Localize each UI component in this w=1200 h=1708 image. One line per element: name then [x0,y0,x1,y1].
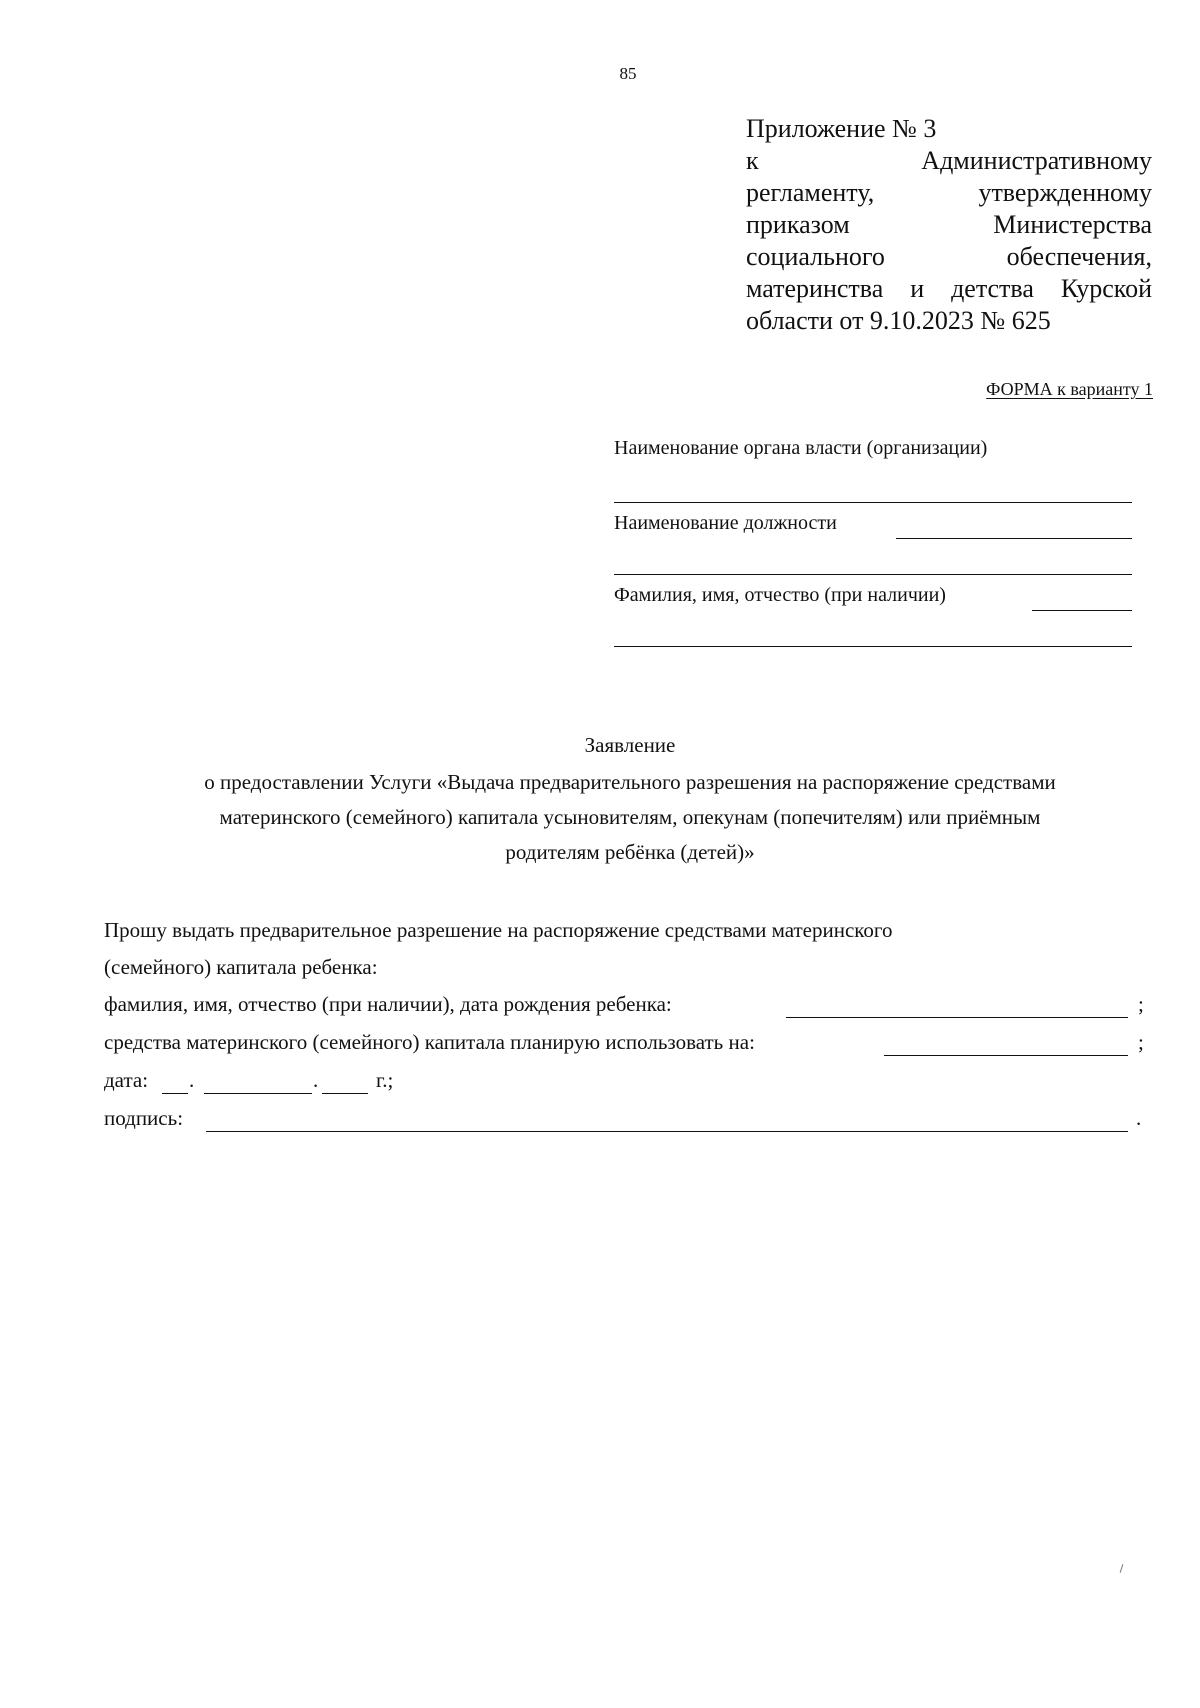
fio-label: Фамилия, имя, отчество (при наличии) [614,584,946,606]
date-dot-2: . [313,1068,319,1092]
appendix-line-3: регламенту, утвержденному [746,178,1152,207]
appendix-line-4: приказом Министерства [746,210,1152,239]
authority-name-label: Наименование органа власти (организации) [614,437,988,459]
appendix-line-5: социального обеспечения, [746,242,1152,271]
application-title: Заявление [584,733,676,757]
position-label: Наименование должности [614,512,837,534]
signature-label: подпись: [104,1106,184,1130]
appendix-line-6: материнства и детства Курской [746,274,1152,303]
funds-usage-semicolon: ; [1138,1030,1144,1054]
date-label: дата: [104,1068,149,1092]
appendix-line-1: Приложение № 3 [746,114,937,143]
application-subtitle-line-3: родителям ребёнка (детей)» [505,840,755,864]
page-number: 85 [619,64,637,83]
date-day-blank[interactable] [162,1093,188,1094]
date-year-suffix: г.; [376,1068,394,1092]
child-info-semicolon: ; [1138,992,1144,1016]
position-blank-1[interactable] [896,538,1132,539]
scan-mark [1120,1564,1124,1573]
fio-blank-2[interactable] [614,646,1132,647]
appendix-line-2: к Административному [746,146,1152,175]
request-line-1: Прошу выдать предварительное разрешение на распоряжение средствами материнского [104,918,893,942]
appendix-line-7: области от 9.10.2023 № 625 [746,306,1051,335]
application-subtitle-line-1: о предоставлении Услуги «Выдача предварительного разрешения на распоряжение средствами [204,770,1056,794]
date-month-blank[interactable] [204,1093,312,1094]
child-info-label: фамилия, имя, отчество (при наличии), дата рождения ребенка: [104,992,672,1016]
signature-period: . [1136,1106,1142,1130]
date-dot-1: . [189,1068,195,1092]
position-blank-2[interactable] [614,574,1132,575]
appendix-header [746,113,1152,337]
funds-usage-blank[interactable] [884,1055,1128,1056]
child-info-blank[interactable] [786,1017,1128,1018]
fio-blank-1[interactable] [1032,610,1132,611]
request-line-2: (семейного) капитала ребенка: [104,955,378,979]
authority-name-blank[interactable] [614,502,1132,503]
signature-blank[interactable] [206,1131,1128,1132]
funds-usage-label: средства материнского (семейного) капитала планирую использовать на: [104,1030,755,1054]
form-variant-label: ФОРМА к варианту 1 [986,379,1153,399]
date-year-blank[interactable] [322,1093,368,1094]
application-subtitle-line-2: материнского (семейного) капитала усыновителям, опекунам (попечителям) или приёмным [219,805,1041,829]
